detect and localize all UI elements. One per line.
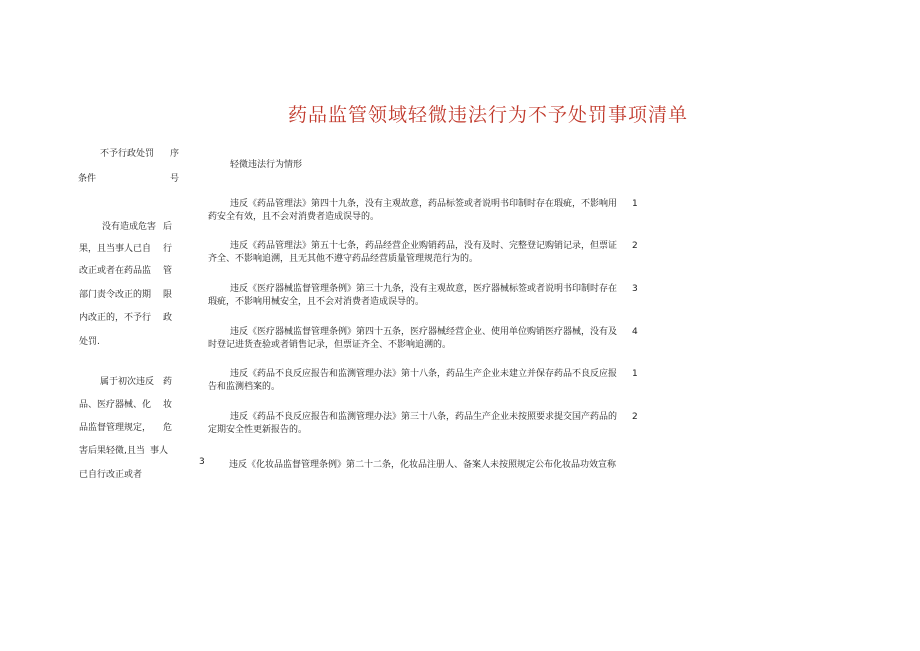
row-line2: 定期安全性更新报告的。 [208,425,308,435]
condition2-line: 品、医疗器械、化 [79,400,152,410]
row-line1: 违反《药品不良反应报告和监测管理办法》第十八条，药品生产企业未建立并保存药品不良反应报 [230,369,618,379]
row-line1: 违反《医疗器械监督管理条例》第四十五条，医疗器械经营企业、使用单位购销医疗器械，没有及 [230,327,618,337]
row-number: 2 [632,241,638,251]
condition1-line: 改正或者在药品监 [79,266,152,276]
row-number: 1 [632,369,638,379]
condition2-line: 品监督管理规定， [79,423,152,433]
row-line2: 齐全、不影响追溯，且无其他不遵守药品经营质量管理规范行为的。 [208,254,479,264]
header-number-line1: 序 [170,149,180,159]
list-item [208,198,638,224]
condition1-tail: 政 [163,313,173,323]
condition2-line: 属于初次违反 [100,377,155,387]
condition2-tail: 药 [163,377,173,387]
row-line2: 药安全有效，且不会对消费者造成误导的。 [208,212,380,222]
row-number: 3 [199,457,205,467]
condition1-tail: 后 [163,222,173,232]
list-item: 违反《化妆品监督管理条例》第二十二条，化妆品注册人、备案人未按照规定公布化妆品功效宣称 [229,460,617,470]
header-condition-line2: 条件 [78,174,97,184]
condition2-tail: 事人 [150,446,169,456]
condition1-line: 没有造成危害 [102,222,157,232]
row-number: 1 [632,199,638,209]
row-number: 4 [632,327,638,337]
row-line1: 违反《医疗器械监督管理条例》第三十九条，没有主观故意，医疗器械标签或者说明书印制时存在 [230,284,618,294]
condition2-line: 已自行改正或者 [79,470,143,480]
row-line1: 违反《药品不良反应报告和监测管理办法》第三十八条，药品生产企业未按照要求提交国产药品的 [230,412,618,422]
list-item [208,368,638,394]
list-item [208,240,638,266]
condition1-line: 部门责令改正的期 [79,290,152,300]
row-line1: 违反《药品管理法》第四十九条，没有主观故意，药品标签或者说明书印制时存在瑕疵，不影响用 [230,199,618,209]
condition2-line: 害后果轻微,且当 [79,446,145,456]
condition1-line: 果，且当事人已自 [79,244,152,254]
condition1-tail: 限 [163,290,173,300]
row-number: 3 [632,284,638,294]
list-item [208,411,638,437]
condition1-line: 处罚. [79,337,100,347]
row-line1: 违反《药品管理法》第五十七条，药品经营企业购销药品，没有及时、完整登记购销记录，但票证 [230,241,618,251]
condition2-tail: 危 [163,423,173,433]
page-title: 药品监管领域轻微违法行为不予处罚事项清单 [288,104,689,126]
condition1-line: 内改正的，不予行 [79,313,152,323]
row-line2: 瑕疵，不影响用械安全，且不会对消费者造成误导的。 [208,297,425,307]
condition2-tail: 妆 [163,400,173,410]
header-number-line2: 号 [170,174,180,184]
row-line2: 告和监测档案的。 [208,382,281,392]
condition1-tail: 管 [163,266,173,276]
condition1-tail: 行 [163,244,173,254]
header-situation: 轻微违法行为情形 [230,160,303,170]
list-item [208,283,638,309]
row-line2: 时登记进货查验或者销售记录，但票证齐全、不影响追溯的。 [208,340,452,350]
row-number: 2 [632,412,638,422]
header-condition-line1: 不予行政处罚 [100,149,155,159]
list-item [208,326,638,352]
